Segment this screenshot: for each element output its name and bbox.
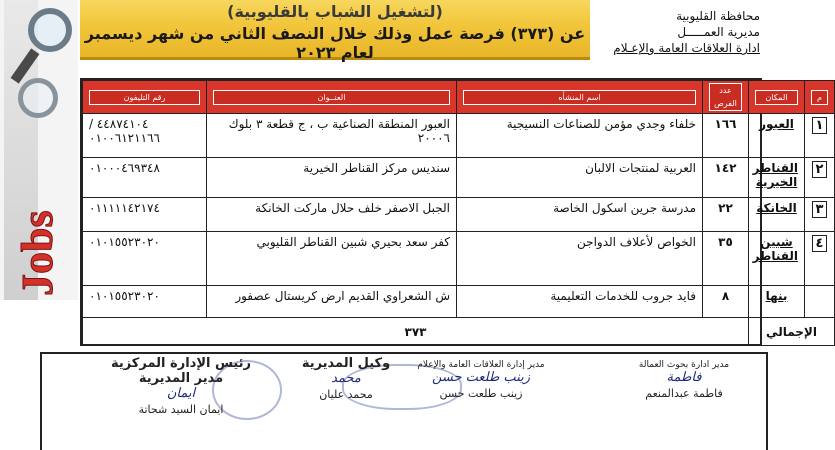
handwritten-signature: ايمان [166,386,196,401]
magnifier-icon [18,78,58,118]
cell-count: ٨ [703,286,749,318]
department-name: ادارة العلاقات العامة والإعـلام [613,41,760,55]
cell-city: شبين القناطر [749,232,805,286]
cell-company: العربية لمنتجات الالبان [457,158,703,198]
handwritten-signature: فاطمة [666,370,702,385]
cell-address: العبور المنطقة الصناعية ب ، ج قطعة ٣ بلوك ٢٠٠٠٦ [207,114,457,158]
jobs-illustration [0,0,78,300]
signatory-name: زينب طلعت حسن [439,387,523,400]
cell-no: ٣ [805,198,835,232]
signature-block [386,360,576,400]
cell-no: ١ [805,114,835,158]
banner-title-line1: (لتشغيل الشباب بالقليوبية) [227,2,443,21]
cell-company: مدرسة جرين اسكول الخاصة [457,198,703,232]
governorate-header [613,8,760,56]
cell-address: ش الشعراوي القديم ارض كريستال عصفور [207,286,457,318]
signatory-role: وكيل المديرية [301,356,391,371]
table-row [83,286,835,318]
cell-address: كفر سعد بحيري شبين القناطر القليوبي [207,232,457,286]
signatory-name: ايمان السيد شحاتة [138,403,224,416]
banner-title-line2: عن (٣٧٣) فرصة عمل وذلك خلال النصف الثاني من شهر ديسمبر لعام ٢٠٢٣ [84,24,586,62]
header-phone: رقم التليفون [83,81,207,114]
cell-city: بنها [749,286,805,318]
signatures-section [40,352,768,450]
cell-count: ١٤٢ [703,158,749,198]
magnifier-icon [28,8,72,52]
cell-address: سنديس مركز القناطر الخيرية [207,158,457,198]
cell-count: ٢٢ [703,198,749,232]
header-count: عدد الفرص [703,81,749,114]
cell-city: الخانكة [749,198,805,232]
cell-city: العبور [749,114,805,158]
signatory-role: مدير إدارة العلاقات العامة والإعلام [417,360,545,370]
cell-count: ١٦٦ [703,114,749,158]
cell-phone: ٤٤٨٧٤١٠٤ / ٠١٠٠٦١٢١١٦٦ [83,114,207,158]
signature-block [614,360,754,400]
header-city: المكان [749,81,805,114]
total-row [83,318,835,346]
jobs-table [80,78,824,346]
table-row [83,232,835,286]
cell-no: ٤ [805,232,835,286]
handwritten-signature: زينب طلعت حسن [431,370,531,385]
header-banner [80,0,590,60]
signatory-subrole: مدير المديرية [138,371,224,386]
signatory-role: مدير ادارة بحوث العمالة [638,360,730,370]
header-address: العنــوان [207,81,457,114]
cell-company: فايد جروب للخدمات التعليمية [457,286,703,318]
header-no: م [805,81,835,114]
jobs-logo [8,150,72,300]
signatory-name: فاطمة عبدالمنعم [645,387,723,400]
cell-address: الجبل الاصفر خلف حلال ماركت الخانكة [207,198,457,232]
cell-phone: ٠١٠٠٠٤٦٩٣٤٨ [83,158,207,198]
cell-phone: ٠١٠١٥٥٢٣٠٢٠ [83,232,207,286]
cell-phone: ٠١١١١١٤٢١٧٤ [83,198,207,232]
signatory-name: محمد عليان [319,388,373,401]
cell-company: الخواص لأعلاف الدواجن [457,232,703,286]
cell-phone: ٠١٠١٥٥٢٣٠٢٠ [83,286,207,318]
signature-block [286,356,406,401]
cell-company: خلفاء وجدي مؤمن للصناعات النسيجية [457,114,703,158]
table-row [83,114,835,158]
directorate-name: مديرية العمـــــل [677,25,760,39]
cell-city: القناطر الخيرية [749,158,805,198]
jobs-word: Jobs [13,210,62,296]
governorate-name: محافظة القليوبية [676,9,760,23]
total-label: الإجمالي [749,318,835,346]
table-row [83,198,835,232]
signature-block [106,356,256,416]
table-header-row [83,81,835,114]
cell-count: ٣٥ [703,232,749,286]
cell-no: ٢ [805,158,835,198]
header-company: اسم المنشأه [457,81,703,114]
table-row [83,158,835,198]
handwritten-signature: محمد [331,371,361,386]
signatory-role: رئيس الإدارة المركزية [110,356,252,371]
total-value: ٣٧٣ [83,318,749,346]
cell-no [805,286,835,318]
